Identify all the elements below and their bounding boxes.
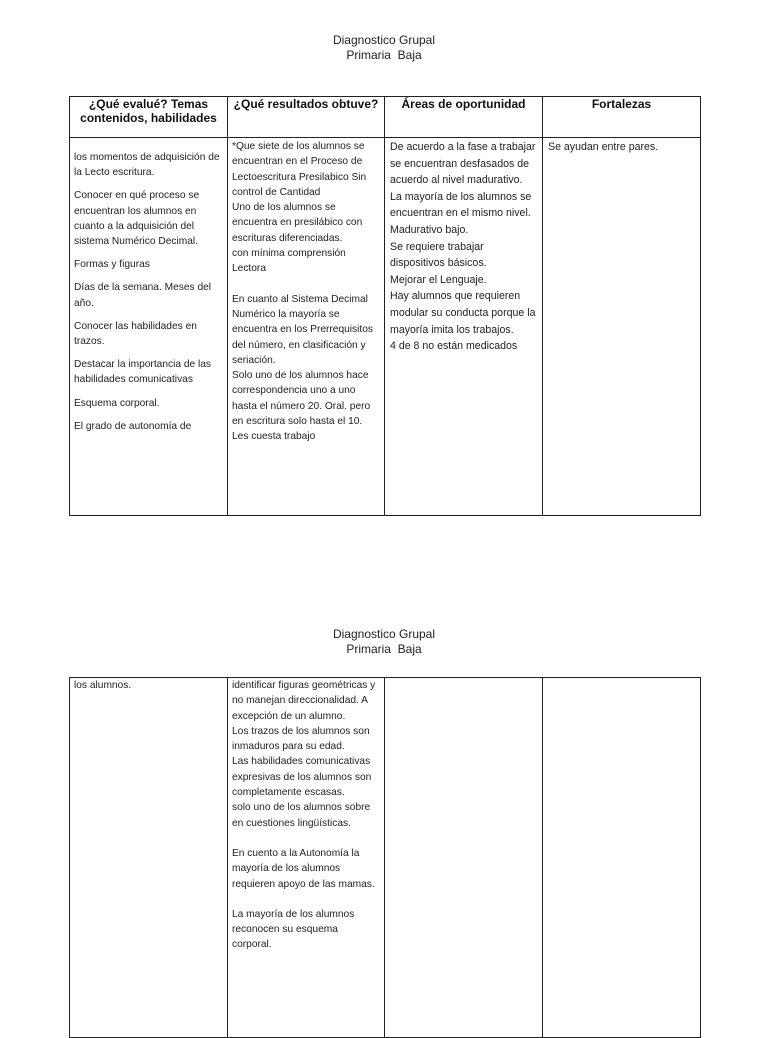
result-text: identificar figuras geométricas y no manejan direccionalidad. A excepción de un alumno.	[232, 680, 376, 722]
result-text: Los trazos de los alumnos son inmaduros para su edad.	[232, 725, 370, 753]
header-que-evalue: ¿Qué evalué? Temas contenidos, habilidades	[70, 97, 228, 138]
result-text: En cuanto al Sistema Decimal Numérico la mayoría se encuentra en los Prerrequisitos del número, en clasificación y seriación.	[232, 293, 374, 366]
strength-text: Se ayudan entre pares.	[548, 141, 659, 153]
document-title: Diagnostico Grupal	[332, 627, 436, 641]
table-row	[70, 138, 701, 516]
opportunity-text: 4 de 8 no están medicados	[390, 340, 518, 353]
topic-item: Conocer en qué proceso se encuentran los alumnos en cuanto a la adquisición del sistema Numérico Decimal.	[74, 190, 200, 248]
topic-item: Esquema corporal.	[74, 397, 160, 409]
topic-item: Formas y figuras	[74, 259, 150, 271]
result-text: con mínima comprensión Lectora	[232, 248, 346, 275]
topic-item: Destacar la importancia de las habilidades comunicativas	[74, 359, 212, 386]
cell-strengths	[543, 678, 701, 1038]
opportunity-text: De acuerdo a la fase a trabajar se encuentran desfasados de acuerdo al nivel madurativo.	[390, 141, 536, 187]
topic-item: Días de la semana. Meses del año.	[74, 282, 212, 309]
opportunity-text: Mejorar el Lenguaje.	[390, 273, 487, 286]
table-row	[70, 678, 701, 1038]
spacer	[232, 892, 380, 907]
header-fortalezas: Fortalezas	[543, 97, 701, 138]
opportunity-text: Se requiere trabajar dispositivos básicos.	[390, 240, 487, 270]
document-subtitle: Primaria Baja	[346, 642, 422, 656]
result-text: Uno de los alumnos se encuentra en presilábico con escrituras diferenciadas.	[232, 202, 363, 244]
document-title: Diagnostico Grupal	[332, 33, 436, 47]
spacer	[232, 277, 380, 292]
opportunity-text: Hay alumnos que requieren modular su conducta porque la mayoría imita los trabajos.	[390, 290, 536, 336]
cell-opportunity-areas	[385, 138, 543, 516]
cell-results	[228, 138, 385, 516]
topic-item: Conocer las habilidades en trazos.	[74, 320, 197, 348]
result-text: *Que siete de los alumnos se encuentran en el Proceso de Lectoescritura Presilabico Sin control de Cantidad	[232, 141, 367, 198]
result-text: Las habilidades comunicativas expresivas de los alumnos son completamente escasas.	[232, 756, 372, 799]
topic-item: El grado de autonomía de	[74, 420, 192, 432]
cell-opportunity-areas	[385, 678, 543, 1038]
topic-item: los momentos de adquisición de la Lecto escritura.	[74, 152, 220, 179]
document-subtitle: Primaria Baja	[346, 48, 422, 62]
header-que-resultados: ¿Qué resultados obtuve?	[228, 97, 385, 138]
header-areas-oportunidad: Áreas de oportunidad	[385, 97, 543, 138]
topic-item: los alumnos.	[74, 680, 132, 691]
result-text: Solo uno de los alumnos hace correspondencia uno a uno hasta el número 20. Oral. pero en escritura solo hasta el 10.	[232, 370, 371, 428]
table-header-row	[70, 97, 701, 138]
page-header-2	[0, 627, 768, 657]
spacer	[232, 831, 380, 846]
opportunity-text: La mayoría de los alumnos se encuentran en el mismo nivel.	[390, 190, 532, 220]
page-header-1	[0, 33, 768, 63]
result-text: La mayoría de los alumnos reconocen su esquema corporal.	[232, 908, 355, 951]
cell-results	[228, 678, 385, 1038]
diagnostic-table-page-1	[69, 96, 701, 516]
result-text: En cuento a la Autonomía la mayoría de los alumnos requieren apoyo de las mamas.	[232, 847, 375, 890]
opportunity-text: Madurativo bajo.	[390, 223, 469, 236]
cell-evaluated-topics	[70, 678, 228, 1038]
result-text: solo uno de los alumnos sobre en cuestiones lingüísticas.	[232, 802, 371, 829]
result-text: Les cuesta trabajo	[232, 431, 316, 443]
cell-evaluated-topics	[70, 138, 228, 516]
diagnostic-table-page-2	[69, 677, 701, 1038]
cell-strengths	[543, 138, 701, 516]
